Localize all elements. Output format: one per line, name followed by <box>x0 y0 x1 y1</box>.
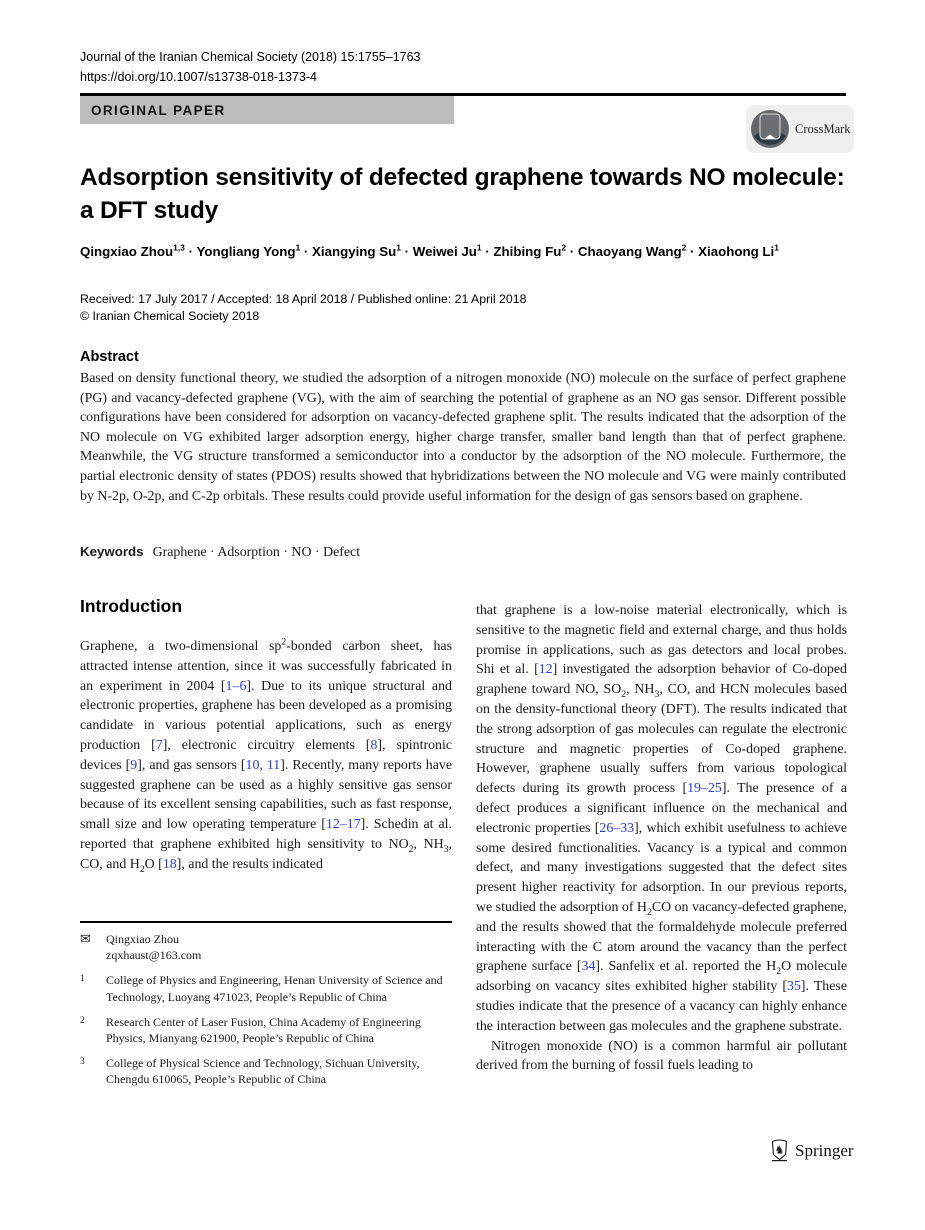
author-list: Qingxiao Zhou$^{1,3}$ · Yongliang Yong$^1$ · Xiangying $Su^1$ · Weiwei $Ju^1$ · Zhibing $Fu^2$ · Chaoyang Wang$^2$ · Xiaohong Li$^1$ <box>80 242 779 259</box>
correspondence-row <box>80 931 452 963</box>
svg-text:♞: ♞ <box>774 1144 785 1157</box>
right-column <box>476 601 847 1076</box>
footnote-rule <box>80 921 452 923</box>
doi-line[interactable]: https://doi.org/10.1007/s13738-018-1373-4 <box>80 70 317 84</box>
keywords-text: Graphene · Adsorption · NO · Defect <box>152 545 361 560</box>
correspondence-name: Qingxiao Zhou <box>106 932 179 946</box>
publisher-name: Springer <box>795 1140 854 1160</box>
page-title: Adsorption sensitivity of defected graphene towards NO molecule: a DFT study <box>80 164 845 224</box>
footnote-block <box>80 931 452 1097</box>
crossmark-label: CrossMark <box>795 121 851 136</box>
journal-header <box>80 47 421 87</box>
affiliation-number: 2 <box>80 1015 85 1026</box>
affiliation-number: 1 <box>80 974 85 985</box>
keywords-row <box>80 544 360 561</box>
abstract-body: Based on density functional theory, we studied the adsorption of a nitrogen monoxide (NO) molecule on the surface of perfect graphene (PG) and vacancy-defected graphene (VG), with the aim of searching the potential of graphene as an NO gas sensor. Different possible configurations have been considered for adsorption on vacancy-defected graphene split. The results indicated that the adsorption of the NO molecule on VG exhibited larger adsorption energy, higher charge transfer, smaller band length than that of perfect graphene. Meanwhile, the VG structure transformed a semiconductor into a conductor by the adsorption of the NO molecule. Furthermore, the partial electronic density of states (PDOS) results showed that hybridizations between the NO molecule and VG were mainly contributed by N-2p, O-2p, and C-2p orbitals. These results could provide useful information for the design of gas sensors based on graphene. <box>80 371 846 504</box>
affiliation-text: Research Center of Laser Fusion, China Academy of Engineering Physics, Mianyang 621900, People’s Republic of China <box>106 1014 421 1046</box>
crossmark-icon <box>750 109 790 149</box>
left-column <box>80 637 452 875</box>
article-history <box>80 291 526 324</box>
journal-citation-line: Journal of the Iranian Chemical Society (2018) 15:1755–1763 <box>80 50 421 64</box>
affiliation-item <box>80 1055 452 1087</box>
keywords-label: Keywords <box>80 544 144 559</box>
correspondence-email[interactable]: zqxhaust@163.com <box>106 948 202 963</box>
intro-paragraph-right-2: Nitrogen monoxide (NO) is a common harmful air pollutant derived from the burning of fossil fuels leading to <box>476 1038 847 1074</box>
section-label: ORIGINAL PAPER <box>91 102 226 118</box>
affiliation-text: College of Physical Science and Technology, Sichuan University, Chengdu 610065, People’s Republic of China <box>106 1056 420 1087</box>
affiliation-text: College of Physics and Engineering, Henan University of Science and Technology, Luoyang 471023, People’s Republic of China <box>106 973 443 1004</box>
affiliation-item <box>80 1014 452 1046</box>
copyright-line: © Iranian Chemical Society 2018 <box>80 308 260 323</box>
affiliation-item <box>80 972 452 1004</box>
envelope-icon: ✉ <box>80 931 91 946</box>
crossmark-badge[interactable] <box>746 105 854 153</box>
intro-paragraph-left: Graphene, a two-dimensional $sp^2$-bonded carbon sheet, has attracted intense attention, since it was successfully fabricated in an experiment in 2004 [1–6]. Due to its unique structural and electronic properties, graphene has been developed as a promising candidate in various potential applications, such as energy production [7], electronic circuitry elements [8], spintronic devices [9], and gas sensors [10, 11]. Recently, many reports have suggested graphene can be used as a highly sensitive gas sensor because of its excellent sensing capabilities, such as fast response, small size and low operating temperature [12–17]. Schedin at al. reported that graphene exhibited high sensitivity to $NO_2$, $NH_3$, CO, and $H_2O$ [18], and the results indicated <box>80 636 452 875</box>
springer-knight-icon <box>770 1139 789 1162</box>
received-line: Received: 17 July 2017 / Accepted: 18 April 2018 / Published online: 21 April 2018 <box>80 292 527 306</box>
publisher-logo <box>770 1139 854 1162</box>
intro-paragraph-right-1: that graphene is a low-noise material electronically, which is sensitive to the magnetic field and external charge, and thus holds promise in applications, such as gas detectors and local probes. Shi et al. [12] investigated the adsorption behavior of Co-doped graphene toward NO, $SO_2$, $NH_3$, CO, and HCN molecules based on the density-functional theory (DFT). The results indicated that the strong adsorption of gas molecules can regulate the electronic structure and magnetic properties of Co-doped graphene. However, graphene usually suffers from various topological defects during its growth process [19–25]. The presence of a defect produces a significant influence on the mechanical and electronic properties [26–33], which exhibit usefulness to achieve some desired functionalities. Vacancy is a typical and common defect, and many investigations suggested that the defect sites present higher reactivity for adsorption. In our previous reports, we studied the adsorption of $H_2CO$ on vacancy-defected graphene, and the results showed that the formaldehyde molecule preferred interacting with the C atom around the vacancy than the perfect graphene surface [34]. Sanfelix et al. reported the $H_2O$ molecule adsorbing on vacancy sites exhibited higher stability [35]. These studies indicate that the presence of a vacancy can highly enhance the interaction between gas molecules and the graphene substrate. <box>476 603 848 1034</box>
abstract-heading: Abstract <box>80 349 139 365</box>
affiliation-number: 3 <box>80 1057 85 1068</box>
introduction-heading: Introduction <box>80 596 183 616</box>
section-banner <box>80 96 454 124</box>
